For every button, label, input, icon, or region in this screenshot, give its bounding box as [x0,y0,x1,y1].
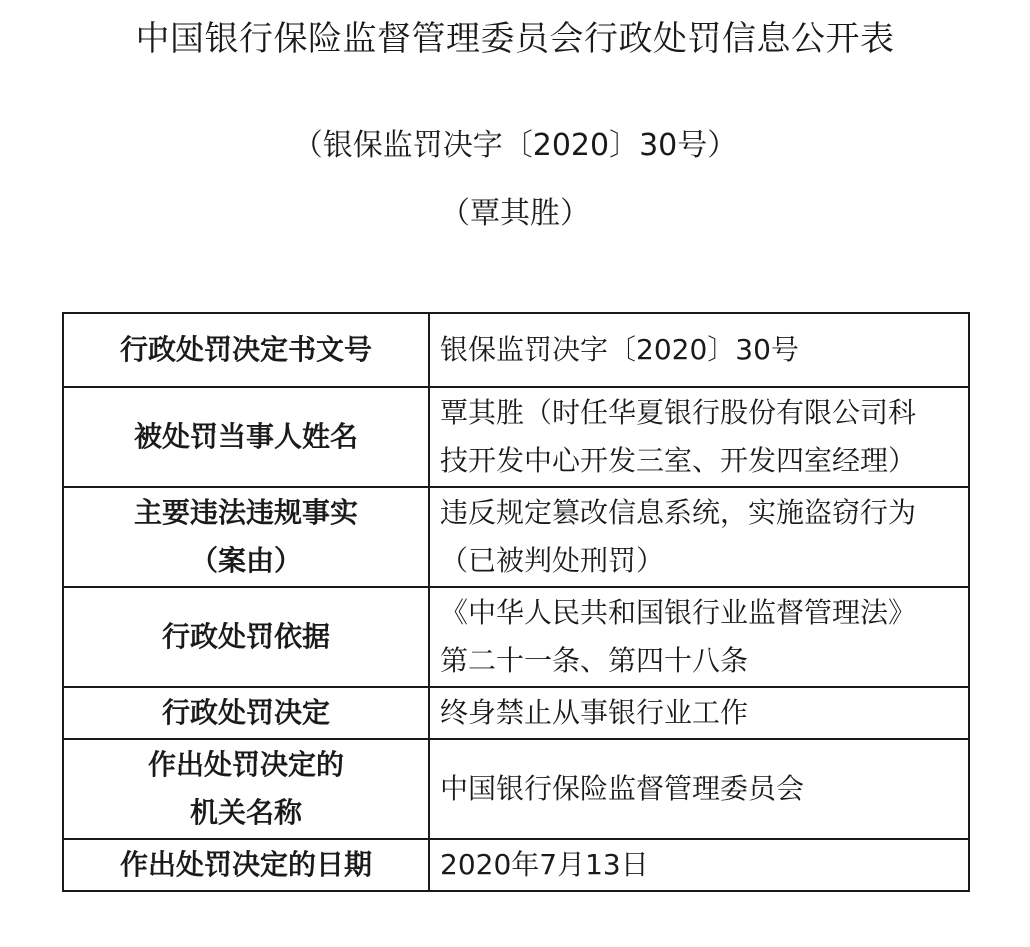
document-number: （银保监罚决字〔2020〕30号） [292,128,738,163]
row-value-text: 银保监罚决字〔2020〕30号 [440,333,799,366]
row-label-text: 主要违法违规事实 [133,496,358,529]
row-value [429,839,969,891]
row-value-text: 终身禁止从事银行业工作 [440,696,749,729]
row-value-text: 违反规定篡改信息系统，实施盗窃行为 [440,496,917,529]
row-value [429,387,969,487]
row-label-text: 行政处罚决定 [161,696,330,729]
row-label-text: 机关名称 [189,796,302,829]
row-label [63,387,429,487]
row-value [429,687,969,739]
row-label-text: 被处罚当事人姓名 [133,420,358,453]
table-row [63,587,969,687]
row-value-text: 第二十一条、第四十八条 [440,644,749,677]
row-value [429,587,969,687]
table-row [63,687,969,739]
row-label [63,687,429,739]
row-label-text: （案由） [189,544,302,577]
row-label-text: 作出处罚决定的 [147,748,344,781]
row-value [429,313,969,387]
table-row [63,387,969,487]
row-label [63,313,429,387]
row-label [63,487,429,587]
row-value-text: 覃其胜（时任华夏银行股份有限公司科 [440,396,917,429]
row-value-text: 中国银行保险监督管理委员会 [440,772,805,805]
row-value [429,487,969,587]
table-row [63,739,969,839]
table-row [63,487,969,587]
table-row [63,839,969,891]
document-title: 中国银行保险监督管理委员会行政处罚信息公开表 [135,19,895,59]
row-value-text: 2020年7月13日 [440,848,649,881]
row-label [63,587,429,687]
row-label-text: 行政处罚依据 [161,620,330,653]
row-value-text: 技开发中心开发三室、开发四室经理） [440,444,917,477]
row-label-text: 行政处罚决定书文号 [119,333,372,366]
table-row [63,313,969,387]
penalty-info-table [62,312,970,892]
row-label [63,839,429,891]
punished-party: （覃其胜） [440,196,590,231]
row-value-text: （已被判处刑罚） [440,544,665,577]
row-label [63,739,429,839]
row-value-text: 《中华人民共和国银行业监督管理法》 [440,596,917,629]
row-value [429,739,969,839]
row-label-text: 作出处罚决定的日期 [119,848,372,881]
